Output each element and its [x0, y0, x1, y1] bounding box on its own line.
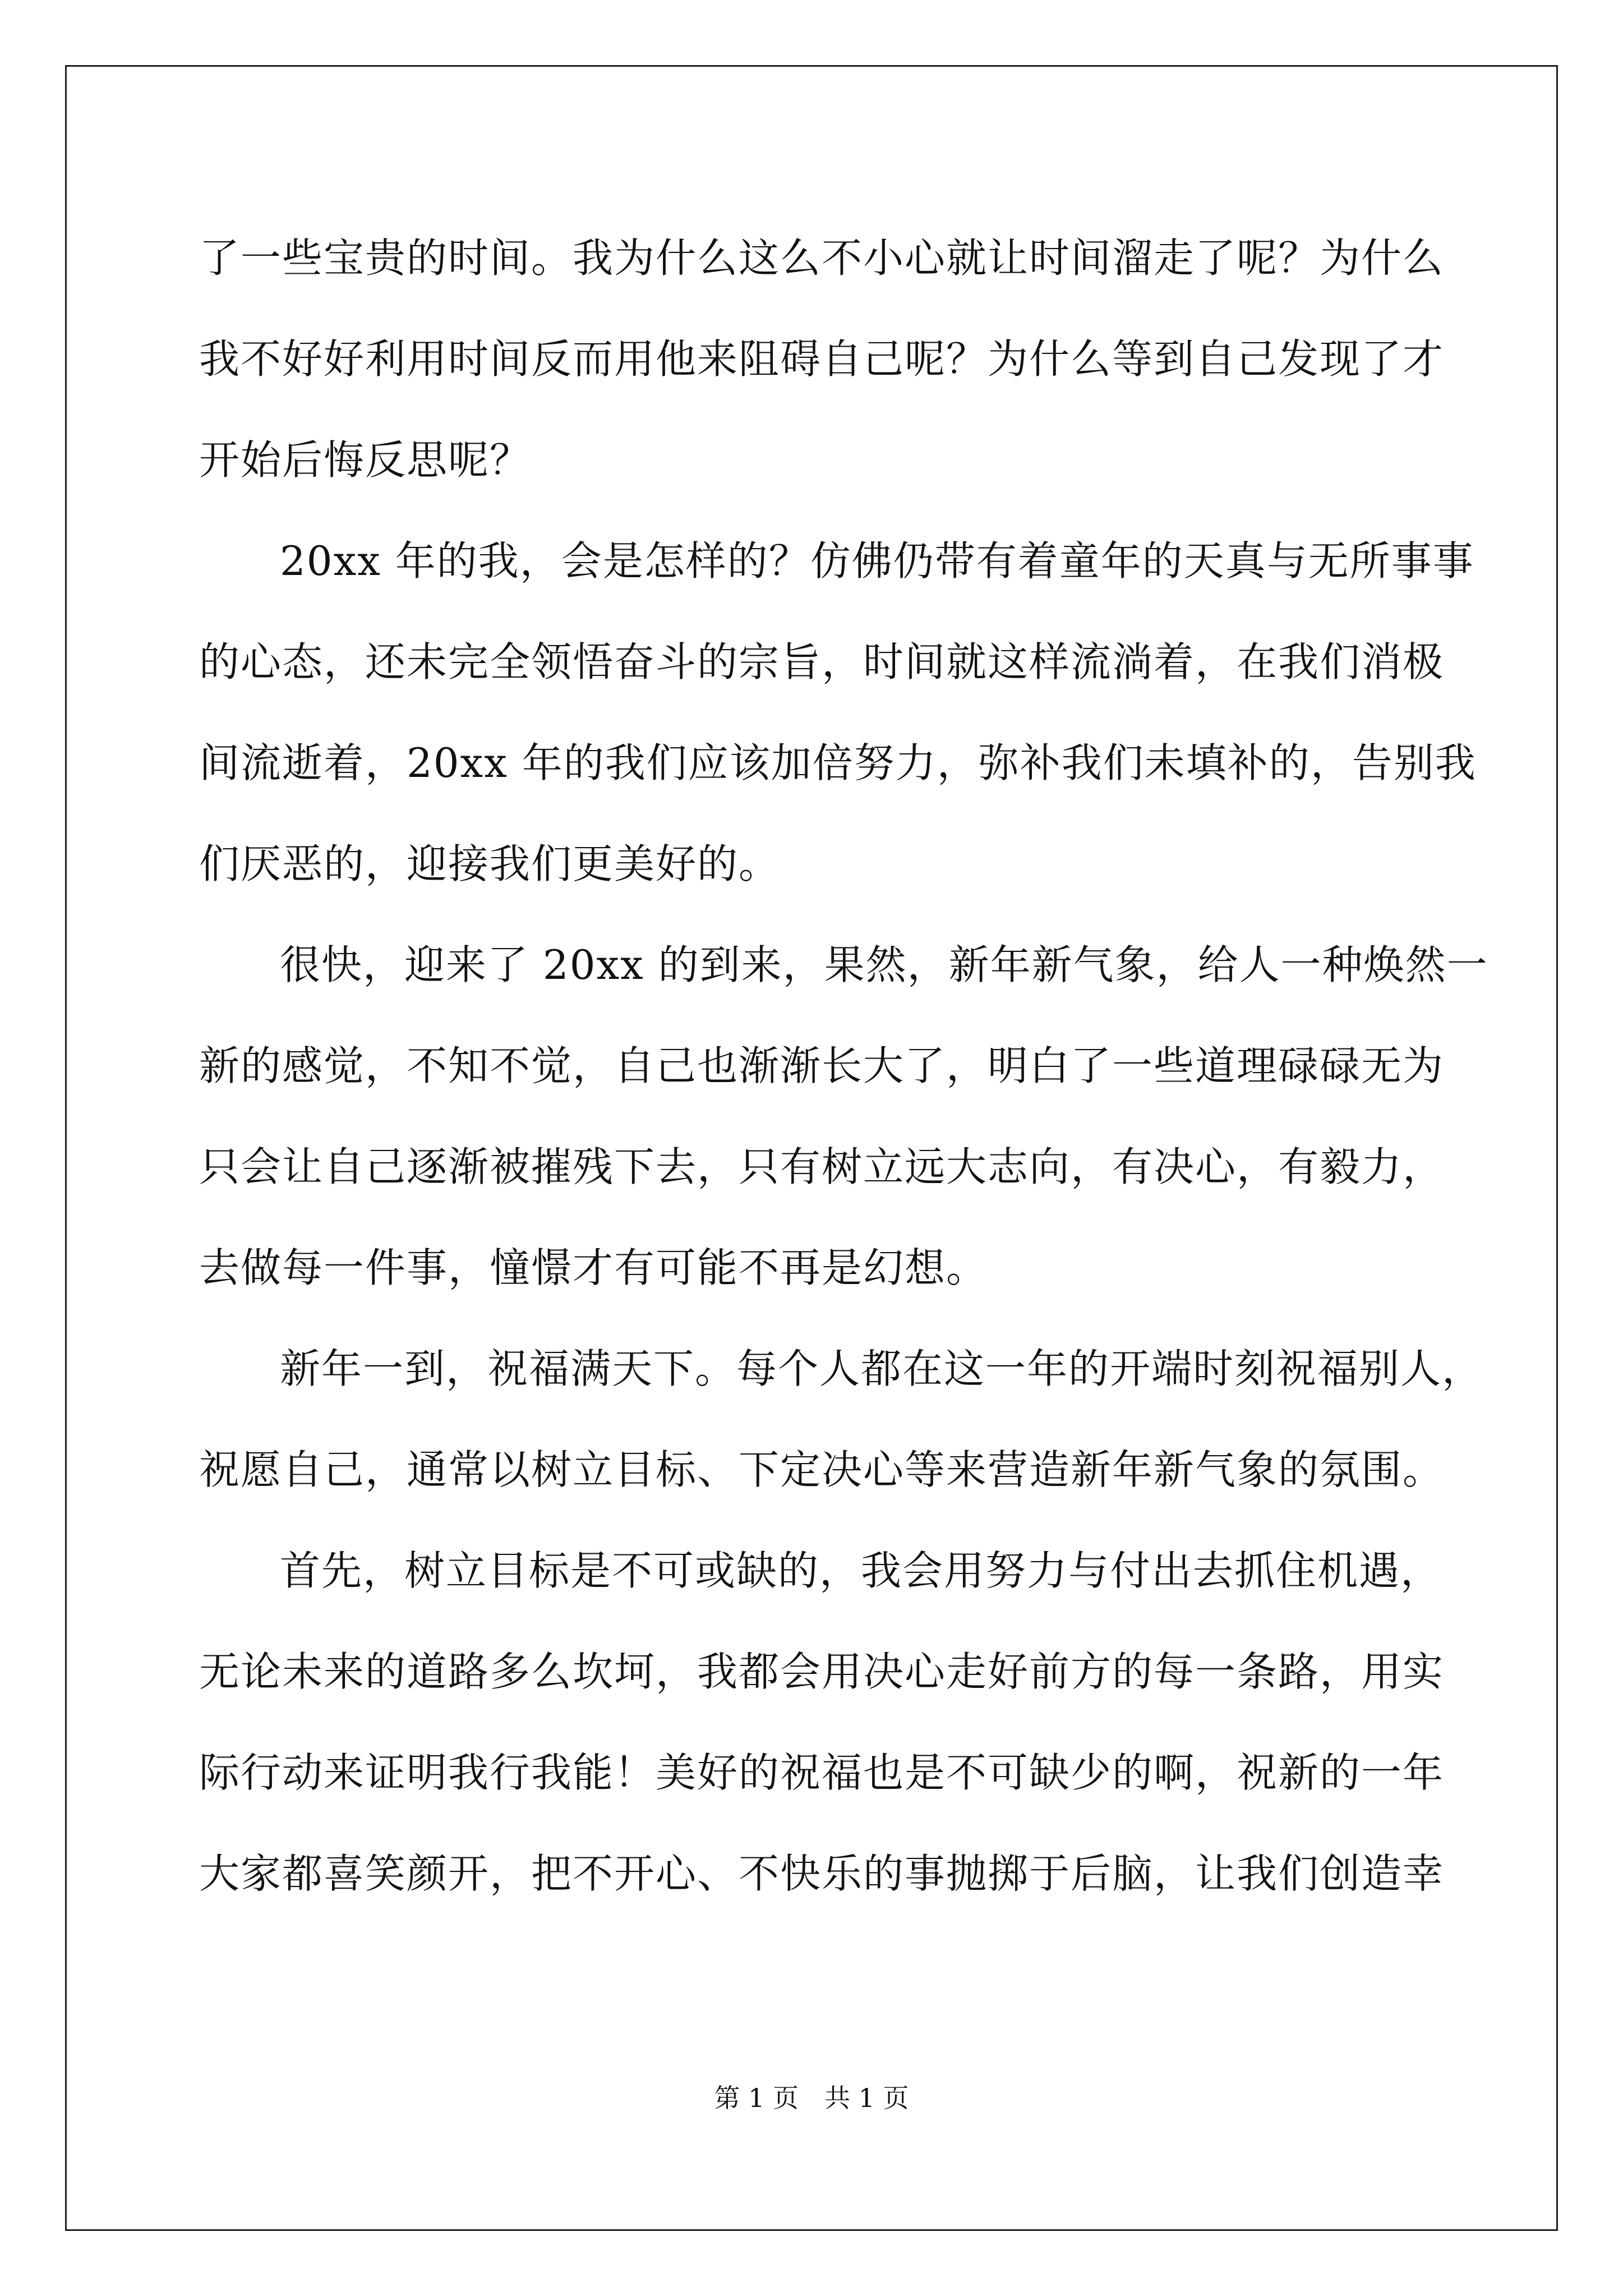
paragraph: [199, 914, 1488, 1318]
text-line: 的心态，还未完全领悟奋斗的宗旨，时间就这样流淌着，在我们消极: [199, 638, 1445, 685]
paragraph: [199, 510, 1477, 914]
text-line: 开始后悔反思呢？: [199, 436, 532, 484]
text-line: 很快，迎来了 20xx 的到来，果然，新年新气象，给人一种焕然一: [280, 941, 1488, 988]
text-line: 新年一到，祝福满天下。每个人都在这一年的开端时刻祝福别人，: [280, 1345, 1484, 1392]
page-number-footer: 第 1 页 共 1 页: [714, 2083, 909, 2113]
text-line: 际行动来证明我行我能！美好的祝福也是不可缺少的啊，祝新的一年: [199, 1749, 1445, 1796]
text-line: 我不好好利用时间反而用他来阻碍自己呢？为什么等到自己发现了才: [199, 335, 1445, 383]
text-line: 了一些宝贵的时间。我为什么这么不小心就让时间溜走了呢？为什么: [199, 234, 1445, 282]
text-line: 去做每一件事，憧憬才有可能不再是幻想。: [199, 1244, 988, 1291]
text-line: 们厌恶的，迎接我们更美好的。: [199, 840, 781, 887]
paragraph: [199, 1318, 1484, 1520]
text-line: 大家都喜笑颜开，把不开心、不快乐的事抛掷于后脑，让我们创造幸: [199, 1850, 1445, 1897]
paragraph: [199, 208, 1445, 510]
text-line: 只会让自己逐渐被摧残下去，只有树立远大志向，有决心，有毅力，: [199, 1143, 1445, 1190]
text-line: 无论未来的道路多么坎坷，我都会用决心走好前方的每一条路，用实: [199, 1648, 1445, 1695]
text-line: 20xx 年的我，会是怎样的？仿佛仍带有着童年的天真与无所事事: [280, 537, 1474, 585]
text-line: 新的感觉，不知不觉，自己也渐渐长大了，明白了一些道理碌碌无为: [199, 1042, 1445, 1089]
text-line: 首先，树立目标是不可或缺的，我会用努力与付出去抓住机遇，: [280, 1547, 1442, 1594]
text-line: 祝愿自己，通常以树立目标、下定决心等来营造新年新气象的氛围。: [199, 1446, 1445, 1493]
text-line: 间流逝着，20xx 年的我们应该加倍努力，弥补我们未填补的，告别我: [199, 739, 1477, 786]
paragraph: [199, 1520, 1445, 1924]
document-body: [199, 208, 1488, 1924]
